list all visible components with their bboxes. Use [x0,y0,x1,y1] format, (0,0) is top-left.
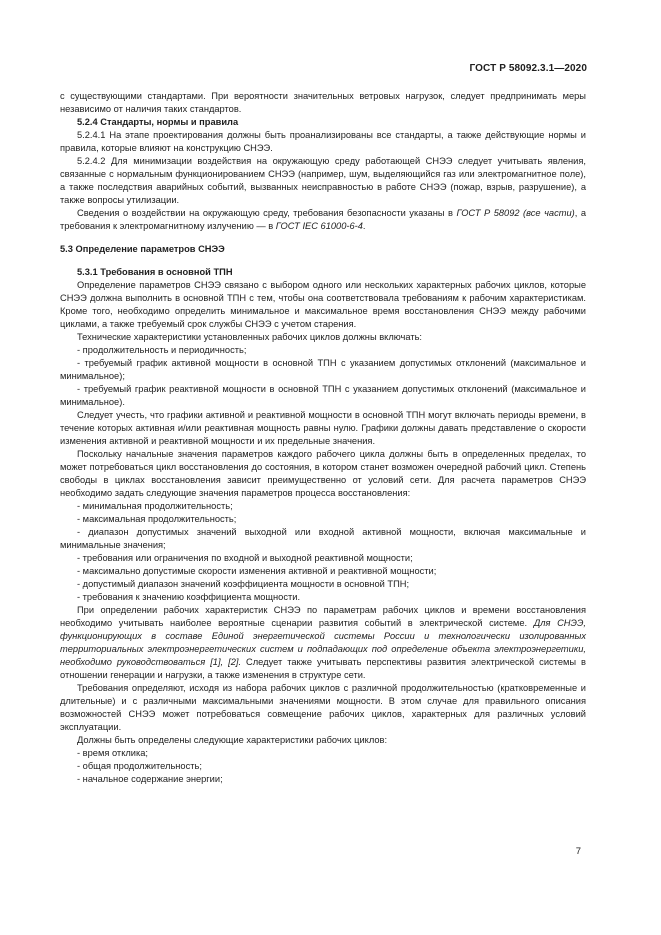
section-heading: 5.3 Определение параметров СНЭЭ [60,244,225,254]
list-item: - допустимый диапазон значений коэффициента мощности в основной ТПН; [77,579,410,589]
list-item: - время отклика; [77,748,149,758]
list-item: - минимальная продолжительность; [77,501,233,511]
text-run: Следует также учитывать перспективы развития электрической системы в отношении генерации и нагрузки, а также изменения в структуре сети. [60,657,586,680]
subsection-heading: 5.2.4 Стандарты, нормы и правила [77,117,239,127]
paragraph: Поскольку начальные значения параметров каждого рабочего цикла должны быть в определенных пределах, то может потребоваться цикл восстановления до состояния, в котором станет возможен очередной рабочий цикл. Степень свободы в циклах восстановления зависит преимущественно от условий сети. Для расчета параметров СНЭЭ необходимо задать следующие значения параметров процесса восстановления: [60,449,586,498]
list-item: - требуемый график активной мощности в основной ТПН с указанием допустимых отклонений (максимальное и минимальное); [60,358,586,381]
paragraph: Технические характеристики установленных рабочих циклов должны включать: [77,332,423,342]
text-run: . [362,221,366,231]
paragraph [60,604,586,682]
page-number: 7 [575,846,581,857]
list-item: - требования или ограничения по входной и выходной реактивной мощности; [77,553,413,563]
text-run: , а требования к электромагнитному излучению — в [60,208,586,231]
paragraph: 5.2.4.2 Для минимизации воздействия на окружающую среду работающей СНЭЭ следует учитывать явления, связанные с нормальным функционированием СНЭЭ (например, шум, выделяющийся газ или электромагнитное поле), а также последствия аварийных событий, вызванных неисправностью в работе СНЭЭ (пожар, взрыв, разрушение), а также вопросы утилизации. [60,156,586,205]
paragraph: Должны быть определены следующие характеристики рабочих циклов: [77,735,388,745]
paragraph: 5.2.4.1 На этапе проектирования должны быть проанализированы все стандарты, а также действующие нормы и правила, которые влияют на конструкцию СНЭЭ. [60,130,586,153]
list-item: - продолжительность и периодичность; [77,345,247,355]
list-item: - требуемый график реактивной мощности в основной ТПН с указанием допустимых отклонений (максимальное и минимальное). [60,384,586,407]
document-body [60,90,586,786]
italic-text: ГОСТ IEC 61000-6-4 [275,221,363,231]
paragraph: Следует учесть, что графики активной и реактивной мощности в основной ТПН могут включать периоды времени, в течение которых активная и/или реактивная мощность равны нулю. Графики должны давать представление о скорости изменения активной и реактивной мощности и их предельные значения. [60,410,586,446]
paragraph-continued: с существующими стандартами. При вероятности значительных ветровых нагрузок, следует предпринимать меры независимо от наличия таких стандартов. [60,91,586,114]
text-run: Сведения о воздействии на окружающую среду, требования безопасности указаны в [77,208,457,218]
paragraph: Определение параметров СНЭЭ связано с выбором одного или нескольких характерных рабочих циклов, которые СНЭЭ должна выполнить в основной ТПН с тем, чтобы она соответствовала требованиям к рабочим характеристикам. Кроме того, необходимо определить минимальное и максимальное время восстановления СНЭЭ между рабочими циклами, а также требуемый срок службы СНЭЭ с учетом старения. [60,280,586,329]
list-item: - требования к значению коэффициента мощности. [77,592,301,602]
text-run: При определении рабочих характеристик СНЭЭ по параметрам рабочих циклов и времени восстановления необходимо учитывать наиболее вероятные сценарии развития событий в электрической системе. [60,605,586,628]
document-code: ГОСТ Р 58092.3.1—2020 [469,63,587,74]
list-item: - максимальная продолжительность; [77,514,237,524]
list-item: - общая продолжительность; [77,761,202,771]
subsection-heading: 5.3.1 Требования в основной ТПН [77,267,233,277]
list-item: - диапазон допустимых значений выходной или входной активной мощности, включая максимальные и минимальные значения; [60,527,586,550]
italic-text: Для СНЭЭ, функционирующих в составе Единой энергетической системы России и технологически изолированных территориальных электроэнергетических систем и подпадающих под определение объекта электроэнергетики, необходимо руководствоваться [1], [2]. [60,618,586,667]
paragraph: Требования определяют, исходя из набора рабочих циклов с различной продолжительностью (кратковременные и длительные) и с различными максимальными значениями мощности. В этом случае для правильного описания возможностей СНЭЭ может потребоваться совмещение рабочих циклов, характерных для различных условий эксплуатации. [60,683,586,732]
list-item: - максимально допустимые скорости изменения активной и реактивной мощности; [77,566,437,576]
paragraph [60,207,586,233]
list-item: - начальное содержание энергии; [77,774,223,784]
italic-text: ГОСТ Р 58092 (все части) [456,208,575,218]
